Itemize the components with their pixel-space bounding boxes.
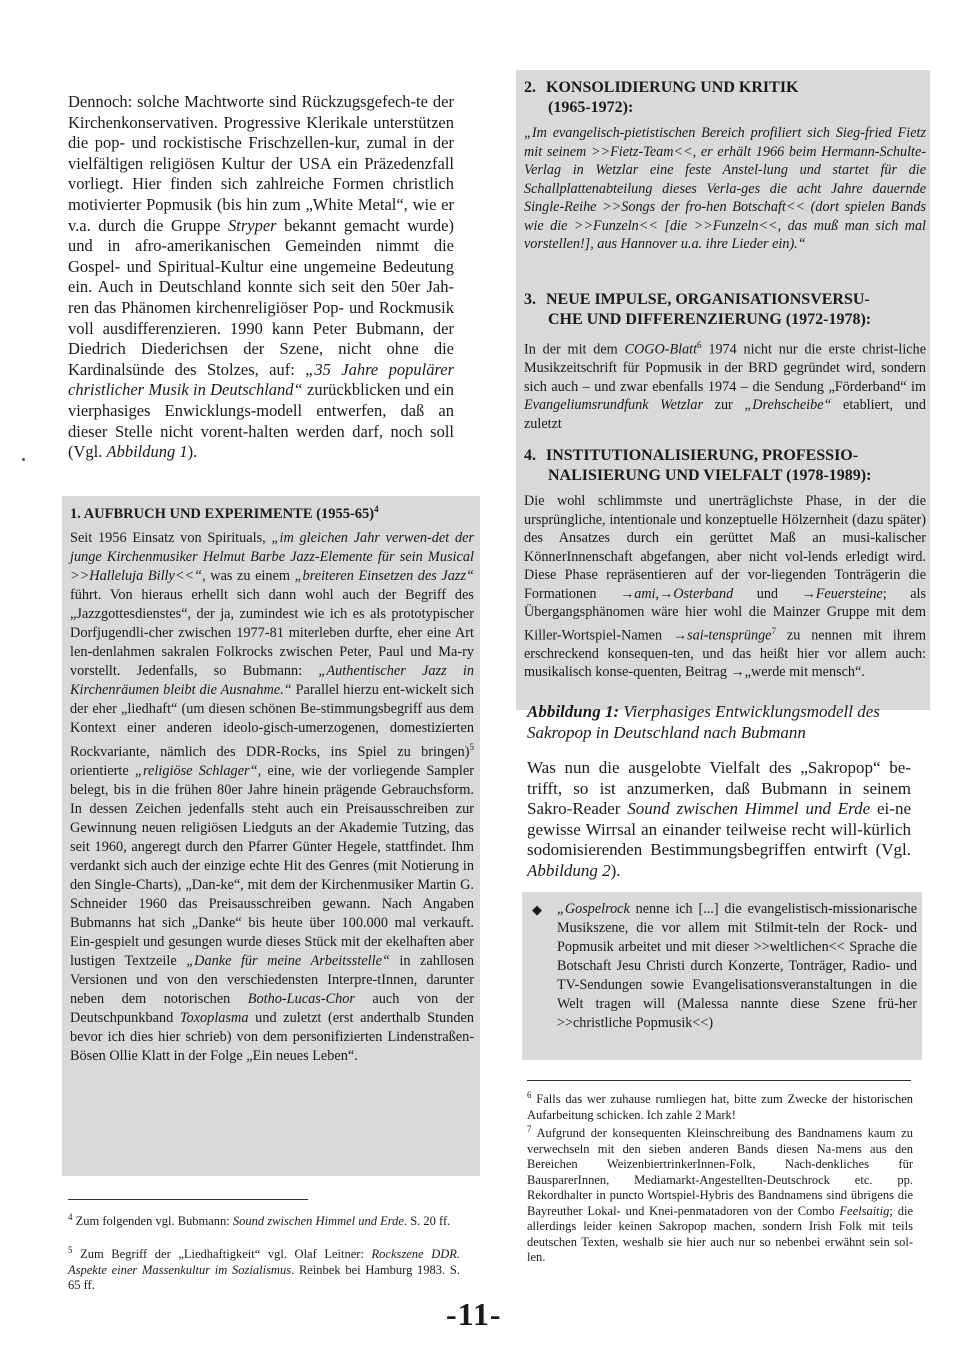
text-run: nenne ich [...] die evangelistisch-missionarische Musikszene, die vor allem mit Stilmit-teln der Rock- und Popmusik arbeitet und mit dieser >>weltlichen<< Sprache die Botschaft Jesu Christi durch Konzerte, Tonträger, Radio- und TV-Sendungen sowie Evangelisationsveranstaltungen in die Welt tragen will (Malessa nannte diese Szene frü-her >>christliche Popmusik<<) (557, 901, 917, 1031)
phase-3-title-cont: CHE UND DIFFERENZIERUNG (1972-1978): (548, 311, 872, 328)
italic-run: →ami,→Osterband (620, 585, 734, 602)
caption-label: Abbildung 1: (527, 702, 620, 721)
italic-run: →Feuersteine (801, 585, 883, 602)
page-number: -11- (446, 1296, 502, 1332)
phase-4-number: 4. (524, 447, 536, 464)
bullet-diamond-icon: ◆ (532, 902, 542, 917)
section-1-footnote-ref: 4 (374, 504, 379, 514)
phase-4-body (524, 492, 926, 682)
paragraph-vielfalt (527, 758, 911, 882)
footnote-ref: 6 (697, 340, 702, 350)
phase-2-period: (1965-1972): (548, 99, 634, 116)
text-run: In der mit dem (524, 341, 625, 358)
italic-run: „Danke für meine Arbeitsstelle“ (186, 952, 390, 969)
text-run: zu nennen mit ihrem erschreckend konsequen-ten, und das heißt hier vor allem auch: musikalisch konse-quenten, Beitrag →„werde mit mensch“. (524, 627, 926, 681)
footnote-7 (527, 1122, 913, 1266)
text-run: , eine, wie der vorliegende Sampler belegt, bis in die frühen 80er Jahre hinein prägende Gebrauchsform. In dessen Zeichen jedenfalls steht auch ein Preisausschreiben zur Gewinnung neuen religiösen Liedguts an der Akademie Tutzing, das seit 1960, angeregt durch den Pfarrer Günter Hegele, stattfindet. Ihm verdankt sich auch der einzige echte Hit des Genres (mit Notierung in den Single-Charts), „Dan-ke“, mit dem der Kirchenmusiker Martin G. Schneider 1960 das Preisausschreiben gewann. Nach Angaben Bubmanns hat sich „Danke“ bis heute über 100.000 mal verkauft. Ein-gespielt und gesungen wurde dieses Stück mit der ekelhaften aber lustigen Textzeile (70, 762, 474, 969)
text-run: Aufgrund der konsequenten Kleinschreibung des Bandnamens kaum zu verwechseln mit den sieben anderen Bands diesen Na-mens aus den Bereichen WeizenbiertrinkerInnen-Folk, Nach-denkliches für BausparerInnen, Mediamarkt-Angestellten-Deutschrock etc. pp. Rekordhalter in puncto Wortspiel-Hybris des Bandnamens sind übrigens die Bayreuther Lokal- und Knei-penmatadoren von der Combo (527, 1126, 913, 1218)
phase-4-title-cont: NALISIERUNG UND VIELFALT (1978-1989): (548, 467, 872, 484)
gospelrock-definition (557, 900, 917, 1033)
footnote-ref: 4 (68, 1212, 73, 1222)
phase-4-heading (524, 446, 926, 486)
phase-2 (524, 78, 926, 254)
footnote-ref: 6 (527, 1090, 532, 1100)
figure-caption (527, 702, 927, 743)
footnote-6 (527, 1088, 913, 1123)
text-run: Seit 1956 Einsatz von Spirituals, (70, 529, 272, 546)
italic-run: „im gleichen Jahr verwen-det der junge Kirchenmusiker Helmut Barbe Jazz-Elemente für sein Musical >>Halleluja Billy<<“ (70, 529, 475, 584)
footnote-rule-left (68, 1199, 308, 1200)
phase-3 (524, 290, 926, 433)
footnote-rule-right (527, 1080, 911, 1081)
text-run: . S. 20 ff. (403, 1214, 451, 1229)
italic-run: COGO-Blatt (624, 341, 698, 358)
text-run: Was nun die ausgelobte Vielfalt des „Sakropop“ be-trifft, so ist anzumerken, daß Bubmann in seinem Sakro-Reader (527, 758, 911, 819)
footnote-ref: 5 (469, 741, 474, 752)
section-1-box (62, 496, 480, 1176)
text-run: auch von der Deutschpunkband (70, 990, 474, 1026)
italic-run: „breiteren Einsetzen des Jazz“ (294, 567, 474, 584)
text-run: ). (187, 442, 198, 462)
text-run: orientierte (70, 762, 136, 779)
text-run: etabliert, und zuletzt (524, 397, 926, 432)
footnote-ref: 7 (771, 625, 776, 636)
phase-3-body (524, 336, 926, 433)
italic-run: „Im evangelisch-pietistischen Bereich profiliert sich Sieg-fried Fietz mit seinem >>Fietz-Team<<, er erhält 1966 beim Hermann-Schulte-Verlag in Wetzlar eine feste Anstel-lung und startet für die Schallplattenabteilung dieses Verla-ges die acht Jahre dauernde Single-Reihe >>Songs der fro-hen Botschaft<< (dort spielen Bands wie die >>Funzeln<< [die >>Funzeln<<, das muß man sich mal vorstellen!], aus Hannover u.a. ihre Lieder ein).“ (524, 125, 926, 252)
italic-run: Sound zwischen Himmel und Erde (627, 799, 871, 819)
text-run: ei-ne gewisse Wirrsal an einander teilweise recht will-kürlich sodomisierenden Bestimmungsbegriffen entwirft (Vgl. (527, 799, 911, 860)
italic-run: Sound zwischen Himmel und Erde (232, 1214, 404, 1229)
italic-run: Botho-Lucas-Chor (247, 990, 355, 1007)
text-run: ; die allerdings leider keinen Sakropop machen, sondern Irish Folk mit teils deutschen Texten, weshalb sie hier auch nur so nebenbei erwähnt sein sol-len. (527, 1203, 913, 1265)
footnote-5 (68, 1243, 460, 1294)
italic-run: Stryper (228, 215, 277, 235)
italic-run: Toxoplasma (179, 1009, 249, 1026)
phase-2-heading (524, 78, 926, 118)
phase-2-body (524, 124, 926, 254)
section-1-body (70, 529, 474, 1066)
italic-run: Feelsaitig (839, 1203, 890, 1218)
text-run: Dennoch: solche Machtworte sind Rückzugsgefech-te der Kirchenkonservativen. Progressive Klerikale unterstützen die pop- und rockistische Frischzellen-kur, zumal in der vielfältigen religiösen Kultur der USA ein Präzedenzfall vorliegt. Hier finden sich zahlreiche Formen christlich motivierter Popmusik (bis hin zum „White Metal“, wie er v.a. durch die Gruppe (68, 92, 454, 235)
text-run: 1974 nicht nur die erste christ-liche Musikzeitschrift für Popmusik in der BRD gegründet wird, sondern sich auch – und zwar ebenfalls 1974 – die Sendung „Förderband“ im (524, 341, 926, 395)
italic-run: Evangeliumsrundfunk Wetzlar (524, 397, 703, 414)
text-run: zur (703, 397, 745, 414)
text-run: . Reinbek bei Hamburg 1983. S. 65 ff. (68, 1262, 460, 1293)
text-run: Parallel hierzu ent-wickelt sich der eher „liedhaft“ (um diesen schönen Be-stimmungsbegriff aus dem Kontext einer anderen ideolo-gisch-umerzogenen, domestizierten Rockvariante, nämlich des DDR-Rocks, ins Spiel zu bringen) (70, 681, 474, 760)
section-1-heading (70, 504, 480, 523)
section-1-title: 1. AUFBRUCH UND EXPERIMENTE (1955-65) (70, 505, 375, 522)
footnote-4 (68, 1210, 460, 1230)
footnote-ref: 5 (68, 1245, 73, 1255)
text-run: zurückblicken und ein vierphasiges Enwicklungs-modell entwerfen, daß an dieser Stelle nicht vorent-halten werden darf, noch soll (Vgl. (68, 380, 454, 462)
italic-run: Abbildung 1 (106, 442, 188, 462)
italic-run: „35 Jahre populärer christlicher Musik in Deutschland“ (68, 359, 454, 400)
text-run: Zum folgenden vgl. Bubmann: (72, 1214, 233, 1229)
phase-3-heading (524, 290, 926, 330)
text-run: bekannt gemacht wurde) und in afro-amerikanischen Gemeinden nimmt die Gospel- und Spiritual-Kultur eine ungemeine Bedeutung ein. Auch in Deutschland konnte sich seit den 50er Jah-ren das Phänomen kirchenreligiöser Pop- und Rockmusik voll ausdifferenzieren. 1990 kann Peter Bubmann, der Diedrich Diederichsen der Szene, nicht ohne die Kardinalsünde des Stolzes, auf: (68, 215, 454, 379)
lead-paragraph (68, 92, 454, 463)
text-run: ; als Übergangsphänomen wäre hier wohl die Mainzer Gruppe mit dem Killer-Wortspiel-Namen (524, 585, 926, 644)
caption-text: Vierphasiges Entwicklungsmodell des Sakropop in Deutschland nach Bubmann (527, 702, 880, 742)
phase-3-number: 3. (524, 291, 536, 308)
text-run: Zum Begriff der „Liedhaftigkeit“ vgl. Olaf Leitner: (72, 1247, 372, 1262)
footnote-ref: 7 (527, 1124, 532, 1134)
phase-3-title: NEUE IMPULSE, ORGANISATIONSVERSU- (546, 291, 870, 308)
italic-run: „Drehscheibe“ (744, 397, 832, 414)
text-run: führt. Von hieraus erhellt sich dann wohl auch der Begriff des „Jazzgottesdienstes“, der ja, zumindest wie ich es als prototypischer Dorfjugendli-cher zwischen 1977-81 miterleben durfte, eher eine Art len-denlahmen sakralen Folkrocks zwischen Peter, Paul und Ma-ry vorstellt. Jedenfalls, so Bubmann: (70, 586, 474, 679)
italic-run: Abbildung 2 (527, 860, 611, 880)
text-run: Falls das wer zuhause rumliegen hat, bitte zum Zwecke der historischen Aufarbeitung schicken. Ich zahle 2 Mark! (527, 1092, 913, 1122)
italic-run: „Authentischer Jazz in Kirchenräumen bleibt die Ausnahme.“ (70, 662, 475, 698)
italic-run: „Gospelrock (557, 901, 630, 917)
italic-run: →sai-tensprünge (672, 627, 772, 644)
phase-2-number: 2. (524, 79, 536, 96)
text-run: und zuletzt (erst anderthalb Stunden bevor ich dies hier schrieb) von dem personifizierten Lindenstraßen-Bösen Ollie Klatt in der Folge „Ein neues Leben“. (70, 1009, 474, 1064)
text-run: , was zu einem (202, 567, 295, 584)
scan-speck (22, 458, 25, 461)
phase-4-title: INSTITUTIONALISIERUNG, PROFESSIO- (546, 447, 859, 464)
text-run: und (733, 585, 802, 602)
italic-run: „religiöse Schlager“ (135, 762, 258, 779)
text-run: Die wohl schlimmste und unerträglichste Phase, in der die ursprüngliche, intentionale und konzeptuelle Hölzernheit (dazu später) des Ansatzes durch ein gerüttet Maß an musi-kalischer KönnerInnenschaft abgefangen, aber nicht vol-lends erledigt wird. Diese Phase repräsentieren auf der vor-liegenden Tonträgerin die Formationen (524, 493, 926, 602)
phase-4 (524, 446, 926, 682)
text-run: in zahllosen Versionen und von den verschiedensten Interpre-tInnen, darunter neben dem notorischen (70, 952, 474, 1007)
italic-run: Rockszene DDR. Aspekte einer Massenkultur im Sozialismus (68, 1247, 461, 1277)
phase-2-title: KONSOLIDIERUNG UND KRITIK (546, 79, 799, 96)
text-run: ). (610, 860, 621, 880)
